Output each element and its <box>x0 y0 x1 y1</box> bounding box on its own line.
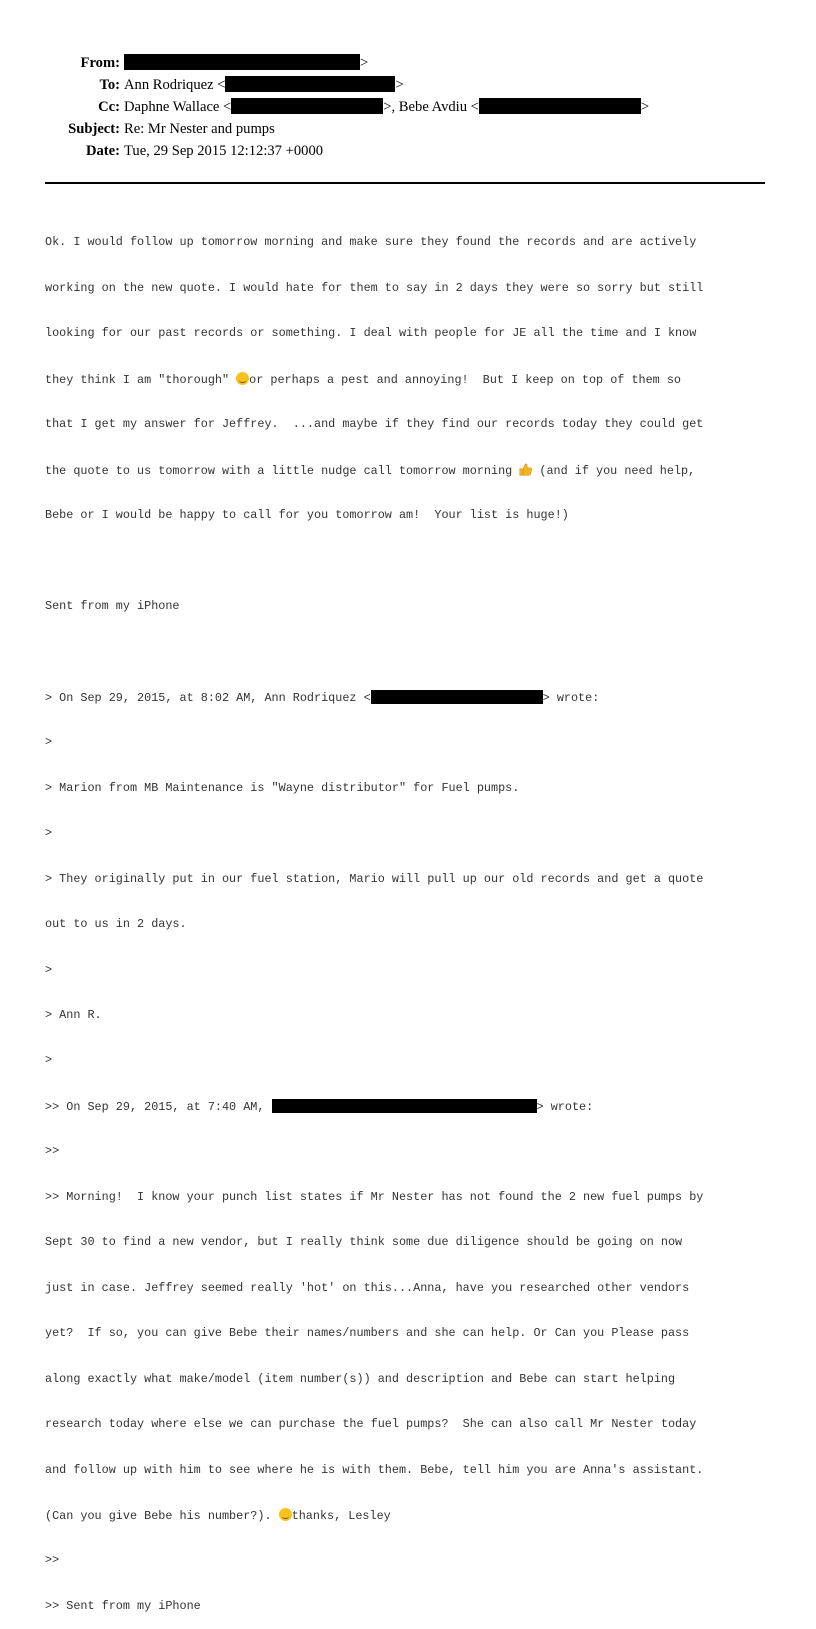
cc-close: > <box>640 99 650 115</box>
body-text: or perhaps a pest and annoying! But I keep on top of them so <box>249 372 681 387</box>
quote-line: yet? If so, you can give Bebe their names/numbers and she can help. Or Can you Please pass <box>45 1326 690 1341</box>
quote-line: > <box>45 735 53 750</box>
quote-line: > <box>45 1053 53 1068</box>
quote-line: Sept 30 to find a new vendor, but I really think some due diligence should be going on now <box>45 1235 683 1250</box>
email-header <box>0 52 816 162</box>
quote-line: > They originally put in our fuel station, Mario will pull up our old records and get a quote <box>45 871 704 886</box>
redaction-block <box>479 98 641 114</box>
to-value <box>124 74 404 96</box>
cc-label: Cc: <box>98 99 120 115</box>
quote-text: > wrote: <box>536 1099 594 1114</box>
redaction-block <box>225 76 395 92</box>
from-value <box>124 52 368 74</box>
email-body <box>45 205 785 1629</box>
body-line <box>45 372 785 387</box>
cc-name-1: Daphne Wallace < <box>124 99 232 115</box>
thumbs-up-icon <box>519 463 532 476</box>
redaction-block <box>231 98 383 114</box>
to-close: > <box>395 77 404 93</box>
quote-line: and follow up with him to see where he is with them. Bebe, tell him you are Anna's assistant. <box>45 1462 704 1477</box>
body-line: Bebe or I would be happy to call for you tomorrow am! Your list is huge!) <box>45 508 569 523</box>
header-divider <box>45 182 765 184</box>
blank-line <box>45 644 785 659</box>
body-text: (and if you need help, <box>532 463 696 478</box>
redaction-block <box>272 1099 537 1113</box>
blank-line <box>45 553 785 568</box>
quote-line <box>45 1099 785 1114</box>
quote-text: > On Sep 29, 2015, at 8:02 AM, Ann Rodriquez < <box>45 690 371 705</box>
quote-line <box>45 690 785 705</box>
to-name: Ann Rodriquez < <box>124 77 226 93</box>
quote-text: (Can you give Bebe his number?). <box>45 1509 279 1523</box>
quote-line: >> <box>45 1144 60 1159</box>
date-label: Date: <box>85 143 120 159</box>
quote-line: out to us in 2 days. <box>45 917 187 932</box>
date-value: Tue, 29 Sep 2015 12:12:37 +0000 <box>124 143 324 159</box>
body-line <box>45 463 785 478</box>
quote-text: > wrote: <box>542 690 600 705</box>
quote-line: > <box>45 962 53 977</box>
body-line: looking for our past records or something. I deal with people for JE all the time and I know <box>45 326 697 341</box>
body-line: Ok. I would follow up tomorrow morning and make sure they found the records and are actively <box>45 235 697 250</box>
subject-label: Subject: <box>68 121 120 137</box>
from-label: From: <box>80 55 120 71</box>
body-line: that I get my answer for Jeffrey. ...and maybe if they find our records today they could get <box>45 417 704 432</box>
date-row <box>0 140 816 162</box>
subject-row <box>0 118 816 140</box>
quote-line: > <box>45 826 53 841</box>
quote-line: research today where else we can purchase the fuel pumps? She can also call Mr Nester today <box>45 1417 697 1432</box>
quote-line <box>45 1508 785 1523</box>
redaction-block <box>371 690 543 704</box>
from-close: > <box>360 55 369 71</box>
quote-line: >> <box>45 1553 60 1568</box>
subject-value: Re: Mr Nester and pumps <box>124 121 275 137</box>
quote-line: along exactly what make/model (item number(s)) and description and Bebe can start helping <box>45 1371 676 1386</box>
quote-line: > Marion from MB Maintenance is "Wayne distributor" for Fuel pumps. <box>45 780 520 795</box>
body-text: the quote to us tomorrow with a little nudge call tomorrow morning <box>45 463 520 478</box>
cc-separator: >, Bebe Avdiu < <box>383 99 479 115</box>
winking-face-icon <box>279 1508 292 1521</box>
quote-text: >> On Sep 29, 2015, at 7:40 AM, <box>45 1099 272 1114</box>
to-label: To: <box>99 77 120 93</box>
quote-line: >> Morning! I know your punch list states if Mr Nester has not found the 2 new fuel pumps by <box>45 1189 704 1204</box>
signature-line: Sent from my iPhone <box>45 598 180 613</box>
quote-text: thanks, Lesley <box>291 1509 391 1523</box>
redaction-block <box>124 54 360 70</box>
from-row <box>0 52 816 74</box>
quote-line: > Ann R. <box>45 1008 102 1023</box>
to-row <box>0 74 816 96</box>
cc-value <box>124 96 649 118</box>
quote-line: >> Sent from my iPhone <box>45 1598 201 1613</box>
body-text: they think I am "thorough" <box>45 372 237 387</box>
quote-line: just in case. Jeffrey seemed really 'hot' on this...Anna, have you researched other vendors <box>45 1280 690 1295</box>
cc-row <box>0 96 816 118</box>
winking-face-icon <box>236 372 249 385</box>
body-line: working on the new quote. I would hate for them to say in 2 days they were so sorry but still <box>45 280 704 295</box>
